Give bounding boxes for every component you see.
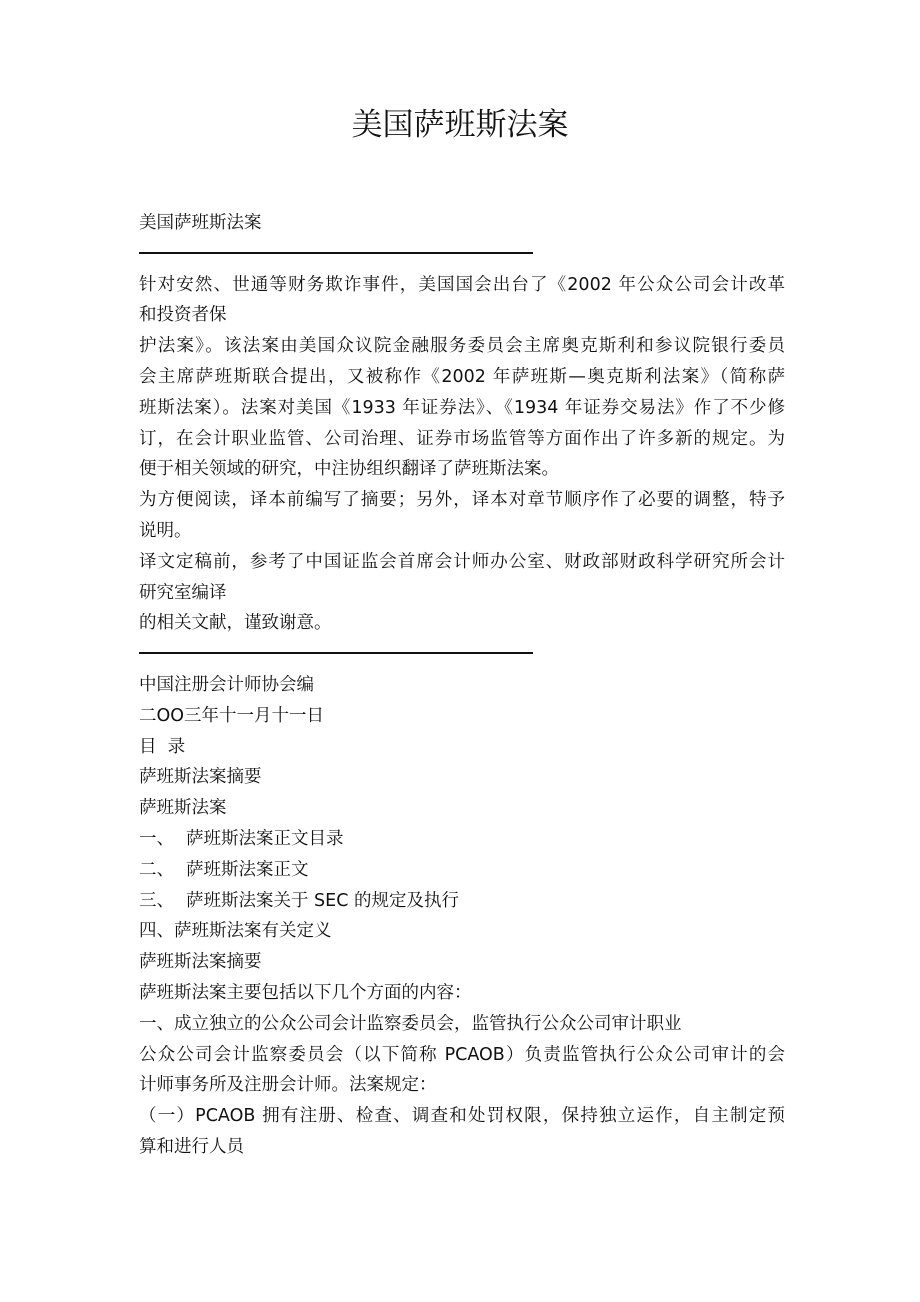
summary-line: 公众公司会计监察委员会（以下简称 PCAOB）负责监管执行公众公司审计的会 — [139, 1044, 785, 1065]
toc-item-number: 三、 — [139, 890, 174, 911]
preface-line: 说明。 — [139, 520, 192, 541]
toc-item — [139, 886, 785, 917]
toc-item-number: 一、 — [139, 828, 174, 849]
preface-line: 和投资者保 — [139, 305, 227, 326]
preface-line: 便于相关领域的研究，中注协组织翻译了萨班斯法案。 — [139, 459, 559, 480]
preface-line: 的相关文献，谨致谢意。 — [139, 613, 332, 634]
document-title: 美国萨班斯法案 — [351, 107, 569, 143]
preface-line: 会主席萨班斯联合提出，又被称作《2002 年萨班斯—奥克斯利法案》（简称萨 — [139, 366, 785, 387]
date-line: 二OO三年十一月十一日 — [139, 705, 325, 726]
toc-item-text: 萨班斯法案关于 SEC 的规定及执行 — [186, 890, 460, 911]
preface-line: 为方便阅读，译本前编写了摘要；另外，译本对章节顺序作了必要的调整，特予 — [139, 490, 785, 511]
summary-section — [139, 978, 785, 1163]
document-body — [139, 208, 785, 1163]
summary-line: 一、成立独立的公众公司会计监察委员会，监管执行公众公司审计职业 — [139, 1013, 682, 1034]
divider-bottom — [139, 639, 533, 670]
preface-line: 护法案》。该法案由美国众议院金融服务委员会主席奥克斯利和参议院银行委员 — [139, 336, 785, 357]
preface — [139, 270, 785, 640]
preface-line: 研究室编译 — [139, 582, 227, 603]
preface-line: 订，在会计职业监管、公司治理、证券市场监管等方面作出了许多新的规定。为 — [139, 428, 785, 449]
toc-item: 四、萨班斯法案有关定义 — [139, 921, 332, 942]
toc-heading: 目 录 — [139, 736, 186, 757]
toc-item-text: 萨班斯法案正文目录 — [186, 828, 344, 849]
toc-item — [139, 824, 785, 855]
summary-heading: 萨班斯法案摘要 — [139, 952, 262, 973]
divider-top — [139, 239, 533, 270]
preface-line: 译文定稿前，参考了中国证监会首席会计师办公室、财政部财政科学研究所会计 — [139, 551, 785, 572]
table-of-contents — [139, 762, 785, 947]
summary-line: （一）PCAOB 拥有注册、检查、调查和处罚权限，保持独立运作，自主制定预 — [139, 1106, 785, 1127]
document-subtitle: 美国萨班斯法案 — [139, 213, 262, 233]
toc-item: 萨班斯法案 — [139, 798, 227, 819]
preface-line: 班斯法案）。法案对美国《1933 年证券法》、《1934 年证券交易法》作了不少修 — [139, 397, 785, 418]
editor-line: 中国注册会计师协会编 — [139, 674, 314, 695]
preface-line: 针对安然、世通等财务欺诈事件，美国国会出台了《2002 年公众公司会计改革 — [139, 274, 785, 295]
toc-item-number: 二、 — [139, 859, 174, 880]
summary-line: 萨班斯法案主要包括以下几个方面的内容： — [139, 982, 472, 1003]
summary-line: 算和进行人员 — [139, 1136, 244, 1157]
toc-item-text: 萨班斯法案正文 — [186, 859, 309, 880]
toc-item: 萨班斯法案摘要 — [139, 767, 262, 788]
summary-line: 计师事务所及注册会计师。法案规定： — [139, 1075, 437, 1096]
toc-item — [139, 855, 785, 886]
